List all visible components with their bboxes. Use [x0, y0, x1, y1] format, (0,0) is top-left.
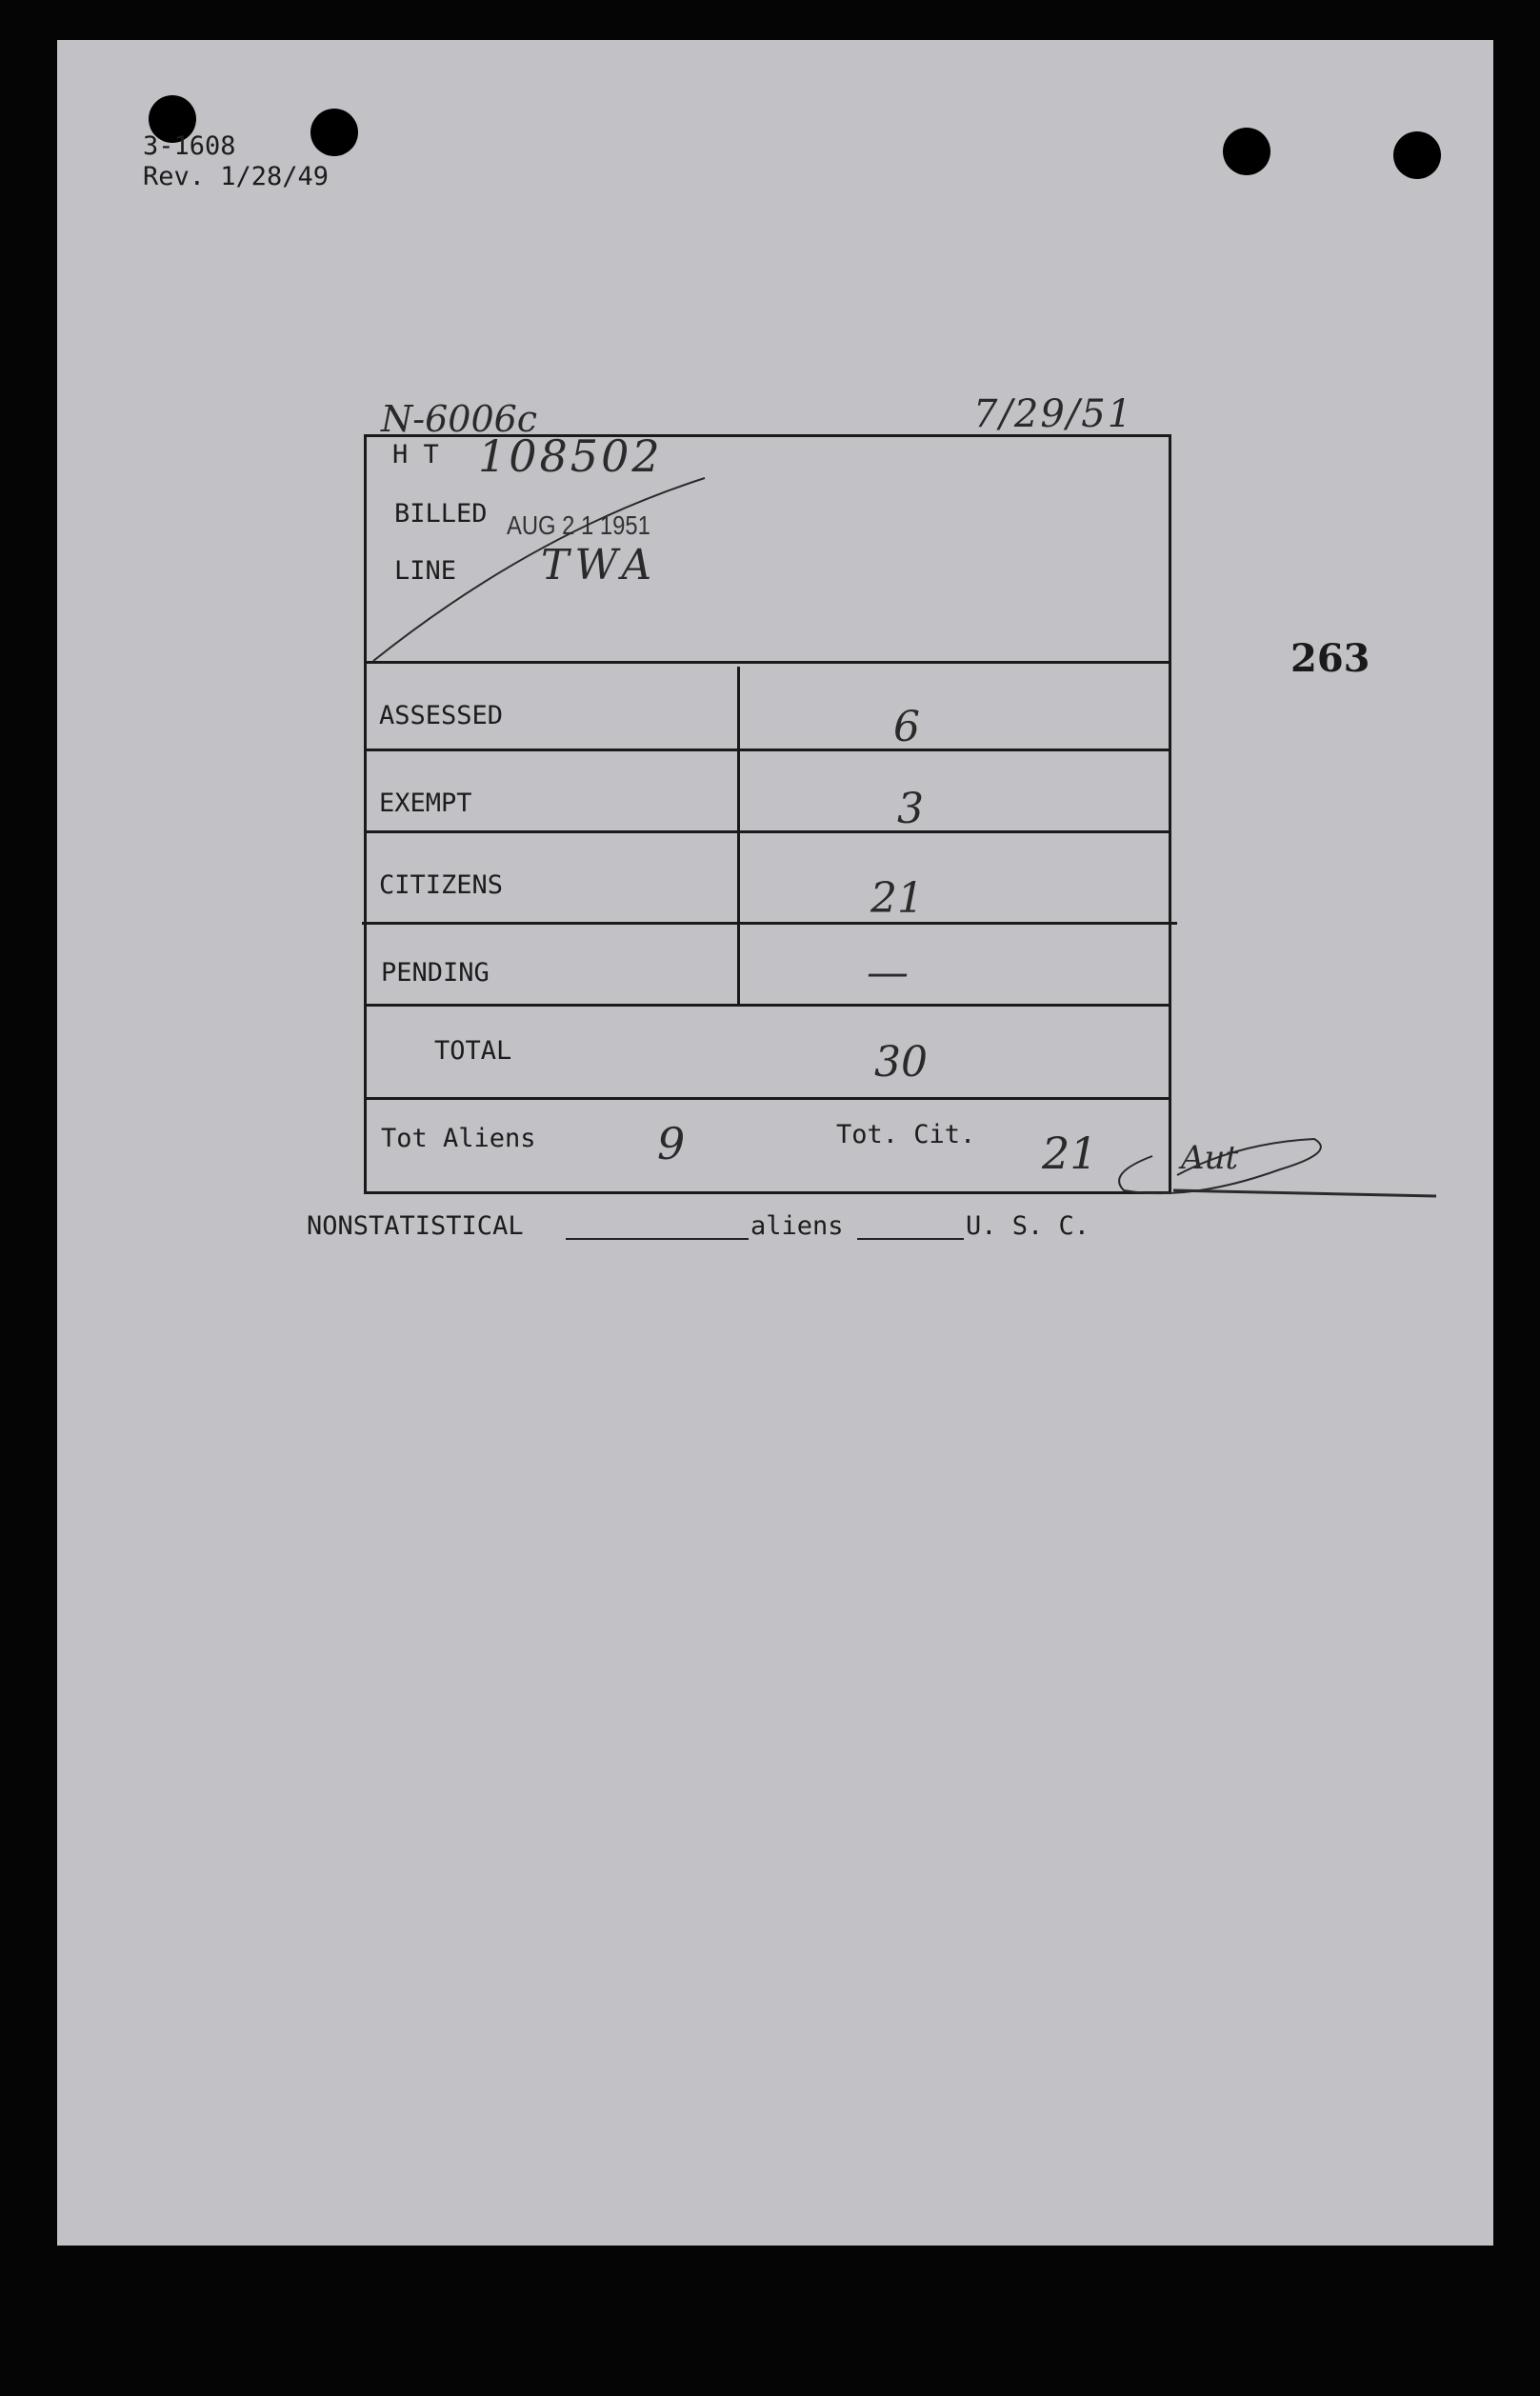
punch-hole — [1393, 131, 1441, 179]
tot-cit-value: 21 — [1042, 1128, 1098, 1179]
tot-aliens-value: 9 — [657, 1118, 686, 1169]
line-value: TWA — [541, 541, 658, 589]
tot-cit-label: Tot. Cit. — [836, 1120, 976, 1149]
line-label: LINE — [394, 556, 457, 586]
column-divider — [737, 667, 740, 1004]
tot-aliens-label: Tot Aliens — [381, 1124, 536, 1153]
form-revision: Rev. 1/28/49 — [143, 162, 330, 191]
form-divider — [364, 1004, 1171, 1007]
file-number: N-6006c — [381, 398, 538, 440]
form-date: 7/29/51 — [973, 392, 1134, 436]
row-value-assessed: 6 — [893, 703, 920, 751]
row-value-citizens: 21 — [870, 874, 924, 923]
row-label-citizens: CITIZENS — [379, 870, 504, 900]
row-label-exempt: EXEMPT — [379, 789, 472, 818]
aliens-blank — [857, 1238, 964, 1240]
nonstatistical-blank — [566, 1238, 749, 1240]
form-divider — [364, 1097, 1171, 1100]
billed-date-stamp: AUG 2 1 1951 — [507, 510, 650, 540]
punch-hole — [1223, 128, 1270, 175]
ht-value: 108502 — [478, 430, 663, 482]
billed-label: BILLED — [394, 499, 488, 529]
form-divider — [364, 830, 1171, 833]
ht-label: H T — [392, 440, 439, 469]
total-label: TOTAL — [434, 1036, 512, 1066]
row-label-assessed: ASSESSED — [379, 701, 504, 730]
punch-hole — [310, 109, 358, 156]
total-value: 30 — [874, 1038, 928, 1087]
page-number: 263 — [1290, 636, 1370, 681]
row-label-pending: PENDING — [381, 958, 490, 988]
form-divider — [364, 661, 1171, 664]
nonstatistical-label: NONSTATISTICAL — [307, 1211, 524, 1241]
usc-label: U. S. C. — [966, 1211, 1090, 1241]
aliens-label: aliens — [750, 1211, 844, 1241]
form-number: 3-1608 — [143, 131, 236, 161]
initials-signature: Aut — [1181, 1139, 1239, 1177]
form-divider — [362, 922, 1177, 925]
row-value-pending: — — [867, 948, 909, 997]
form-divider — [364, 749, 1171, 751]
tally-form — [364, 434, 1171, 1194]
row-value-exempt: 3 — [897, 785, 924, 833]
